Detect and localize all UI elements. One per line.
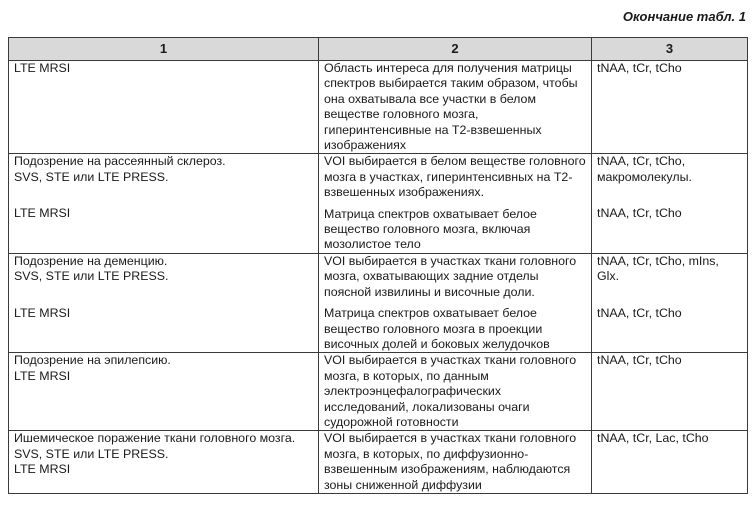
cell-text-line: LTE MRSI <box>14 61 71 75</box>
cell-text: tNAA, tCr, tCho <box>597 61 682 75</box>
cell-block <box>324 254 586 300</box>
cell-text: tNAA, tCr, Lac, tCho <box>597 431 709 446</box>
cell-text: tNAA, tCr, tCho, mIns, Glx. <box>597 253 719 284</box>
cell-text: tNAA, tCr, tCho <box>597 206 682 221</box>
cell-block <box>597 306 742 352</box>
cell-block <box>14 154 313 200</box>
table-cell-col3 <box>592 154 748 253</box>
table-row <box>9 353 748 431</box>
cell-text: Матрица спектров охватывает белое вещество головного мозга, включая мозолистое тело <box>324 206 537 252</box>
cell-text: tNAA, tCr, tCho <box>597 305 682 320</box>
cell-text-line: Подозрение на эпилепсию. <box>14 353 171 368</box>
data-table <box>8 37 748 494</box>
column-header-1: 1 <box>9 38 319 61</box>
cell-block <box>597 154 742 200</box>
cell-text-line: Подозрение на рассеянный склероз. <box>14 154 226 169</box>
table-cell-col1 <box>9 154 319 253</box>
cell-block <box>324 431 586 493</box>
cell-block <box>14 206 313 252</box>
cell-text: VOI выбирается в белом веществе головного мозга в участках, гиперинтенсивных на T2-взвешенных изображениях. <box>324 154 586 200</box>
cell-block <box>324 154 586 200</box>
table-caption: Окончание табл. 1 <box>622 9 746 24</box>
cell-block <box>14 61 313 153</box>
cell-text-line: LTE MRSI <box>14 206 71 221</box>
cell-block <box>14 306 313 352</box>
table-cell-col2 <box>319 253 592 352</box>
table-cell-col2 <box>319 431 592 494</box>
cell-block <box>324 61 586 153</box>
table-cell-col1 <box>9 61 319 154</box>
table-cell-col2 <box>319 154 592 253</box>
cell-block <box>14 254 313 300</box>
cell-text-line: SVS, STE или LTE PRESS. <box>14 269 169 284</box>
cell-text-line: Подозрение на деменцию. <box>14 253 168 268</box>
table-cell-col1 <box>9 431 319 494</box>
cell-text: Область интереса для получения матрицы спектров выбирается таким образом, чтобы она охватывала все участки в белом веществе головного мозга, гиперинтенсивные на T2-взвешенных изображениях <box>324 61 578 153</box>
table-cell-col1 <box>9 353 319 431</box>
header-row <box>9 38 748 61</box>
cell-text-line: LTE MRSI <box>14 462 71 477</box>
cell-block <box>324 353 586 430</box>
cell-block <box>597 206 742 252</box>
table-body <box>9 61 748 494</box>
table-cell-col3 <box>592 431 748 494</box>
table-row <box>9 61 748 154</box>
cell-block <box>597 431 742 493</box>
cell-block <box>324 306 586 352</box>
cell-block <box>597 353 742 430</box>
table-cell-col3 <box>592 253 748 352</box>
cell-text: VOI выбирается в участках ткани головного мозга, в которых, по данным электроэнцефалографических исследований, локализованы очаги судорожной готовности <box>324 353 577 429</box>
table-row <box>9 154 748 253</box>
cell-text-line: SVS, STE или LTE PRESS. <box>14 169 169 184</box>
cell-text: VOI выбирается в участках ткани головного мозга, в которых, по диффузионно-взвешенным изображениям, наблюдаются зоны сниженной диффузии <box>324 431 577 492</box>
table-cell-col3 <box>592 61 748 154</box>
cell-block <box>597 61 742 153</box>
cell-text: tNAA, tCr, tCho, макромолекулы. <box>597 154 692 184</box>
cell-text-line: LTE MRSI <box>14 368 71 383</box>
table-cell-col3 <box>592 353 748 431</box>
table-row <box>9 253 748 352</box>
cell-text-line: Ишемическое поражение ткани головного мозга. <box>14 431 296 446</box>
cell-text-line: LTE MRSI <box>14 305 71 320</box>
cell-block <box>14 353 313 430</box>
table-cell-col2 <box>319 61 592 154</box>
table-cell-col1 <box>9 253 319 352</box>
cell-block <box>14 431 313 493</box>
cell-text: Матрица спектров охватывает белое вещество головного мозга в проекции височных долей и боковых желудочков <box>324 306 550 351</box>
cell-text: VOI выбирается в участках ткани головного мозга, охватывающих задние отделы поясной извилины и височные доли. <box>324 253 577 299</box>
cell-text: tNAA, tCr, tCho <box>597 353 682 368</box>
cell-block <box>324 207 586 253</box>
column-header-3: 3 <box>592 38 748 61</box>
table-cell-col2 <box>319 353 592 431</box>
cell-block <box>597 254 742 300</box>
column-header-2: 2 <box>319 38 592 61</box>
cell-text-line: SVS, STE или LTE PRESS. <box>14 446 169 461</box>
table-row <box>9 431 748 494</box>
